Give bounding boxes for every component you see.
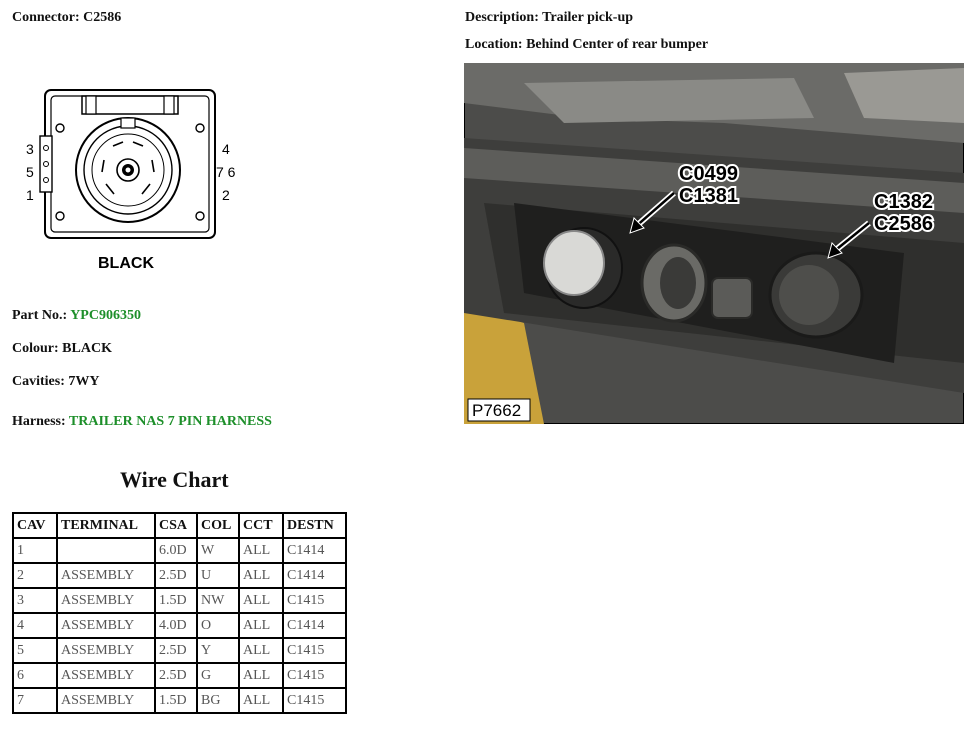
pin-label-4: 4 bbox=[222, 141, 230, 157]
cell-destn: C1415 bbox=[283, 688, 346, 713]
cell-csa: 1.5D bbox=[155, 588, 197, 613]
location-line bbox=[465, 37, 708, 53]
header-cav: CAV bbox=[13, 513, 57, 538]
colour-line bbox=[12, 341, 112, 357]
cell-terminal: ASSEMBLY bbox=[57, 588, 155, 613]
cell-cct: ALL bbox=[239, 563, 283, 588]
callout-c1382: C1382 bbox=[874, 191, 933, 213]
cell-destn: C1414 bbox=[283, 613, 346, 638]
harness-label: Harness: bbox=[12, 414, 66, 429]
harness-value[interactable]: TRAILER NAS 7 PIN HARNESS bbox=[68, 414, 272, 429]
description-line bbox=[465, 10, 633, 26]
cell-cav: 6 bbox=[13, 663, 57, 688]
pin-label-7-6: 7 6 bbox=[216, 164, 236, 180]
cell-destn: C1415 bbox=[283, 588, 346, 613]
cell-cct: ALL bbox=[239, 688, 283, 713]
cell-csa: 1.5D bbox=[155, 688, 197, 713]
table-row bbox=[13, 688, 346, 713]
cell-terminal: ASSEMBLY bbox=[57, 663, 155, 688]
colour-label: Colour: bbox=[12, 341, 59, 356]
cell-terminal: ASSEMBLY bbox=[57, 613, 155, 638]
connector-face-diagram bbox=[18, 78, 248, 278]
part-number-line bbox=[12, 308, 141, 324]
callout-c1381: C1381 bbox=[679, 185, 738, 207]
wire-chart-title: Wire Chart bbox=[120, 467, 229, 492]
table-row bbox=[13, 638, 346, 663]
wire-chart-table bbox=[12, 512, 347, 714]
part-label: Part No.: bbox=[12, 308, 68, 323]
pin-label-3: 3 bbox=[26, 141, 34, 157]
description-value: Trailer pick-up bbox=[542, 10, 634, 25]
header-destn: DESTN bbox=[283, 513, 346, 538]
cell-col: G bbox=[197, 663, 239, 688]
photo-id: P7662 bbox=[472, 401, 522, 420]
part-value[interactable]: YPC906350 bbox=[70, 308, 141, 323]
cell-terminal: ASSEMBLY bbox=[57, 688, 155, 713]
header-csa: CSA bbox=[155, 513, 197, 538]
callout-c2586: C2586 bbox=[874, 213, 933, 235]
cell-cct: ALL bbox=[239, 588, 283, 613]
cell-terminal: ASSEMBLY bbox=[57, 563, 155, 588]
cell-cct: ALL bbox=[239, 638, 283, 663]
cell-cct: ALL bbox=[239, 663, 283, 688]
cell-col: W bbox=[197, 538, 239, 563]
location-photo bbox=[464, 63, 964, 424]
cell-col: NW bbox=[197, 588, 239, 613]
cavities-value: 7WY bbox=[68, 374, 100, 389]
cell-col: O bbox=[197, 613, 239, 638]
cell-cct: ALL bbox=[239, 613, 283, 638]
cell-cav: 3 bbox=[13, 588, 57, 613]
cell-csa: 4.0D bbox=[155, 613, 197, 638]
cavities-label: Cavities: bbox=[12, 374, 65, 389]
cell-destn: C1414 bbox=[283, 538, 346, 563]
cell-csa: 6.0D bbox=[155, 538, 197, 563]
location-value: Behind Center of rear bumper bbox=[526, 37, 709, 52]
callout-c0499: C0499 bbox=[679, 163, 738, 185]
colour-value: BLACK bbox=[62, 341, 112, 356]
cell-cav: 4 bbox=[13, 613, 57, 638]
cell-cav: 5 bbox=[13, 638, 57, 663]
pin-label-1: 1 bbox=[26, 187, 34, 203]
cell-cav: 2 bbox=[13, 563, 57, 588]
connector-line bbox=[12, 10, 121, 26]
pin-label-5: 5 bbox=[26, 164, 34, 180]
table-row bbox=[13, 613, 346, 638]
cell-terminal bbox=[57, 538, 155, 563]
cell-cct: ALL bbox=[239, 538, 283, 563]
cell-destn: C1415 bbox=[283, 663, 346, 688]
cell-col: BG bbox=[197, 688, 239, 713]
cell-destn: C1415 bbox=[283, 638, 346, 663]
description-label: Description: bbox=[465, 10, 539, 25]
table-row bbox=[13, 563, 346, 588]
connector-value: C2586 bbox=[83, 10, 122, 25]
table-row bbox=[13, 538, 346, 563]
cell-csa: 2.5D bbox=[155, 663, 197, 688]
header-terminal: TERMINAL bbox=[57, 513, 155, 538]
header-cct: CCT bbox=[239, 513, 283, 538]
cell-terminal: ASSEMBLY bbox=[57, 638, 155, 663]
location-label: Location: bbox=[465, 37, 523, 52]
cell-destn: C1414 bbox=[283, 563, 346, 588]
cell-cav: 1 bbox=[13, 538, 57, 563]
cell-csa: 2.5D bbox=[155, 563, 197, 588]
table-row bbox=[13, 663, 346, 688]
table-row bbox=[13, 588, 346, 613]
cavities-line bbox=[12, 374, 100, 390]
header-col: COL bbox=[197, 513, 239, 538]
cell-cav: 7 bbox=[13, 688, 57, 713]
drawing-color-label: BLACK bbox=[98, 255, 154, 272]
cell-col: U bbox=[197, 563, 239, 588]
cell-col: Y bbox=[197, 638, 239, 663]
pin-label-2: 2 bbox=[222, 187, 230, 203]
harness-line bbox=[12, 414, 272, 430]
wire-chart-header-row bbox=[13, 513, 346, 538]
connector-label: Connector: bbox=[12, 10, 80, 25]
cell-csa: 2.5D bbox=[155, 638, 197, 663]
